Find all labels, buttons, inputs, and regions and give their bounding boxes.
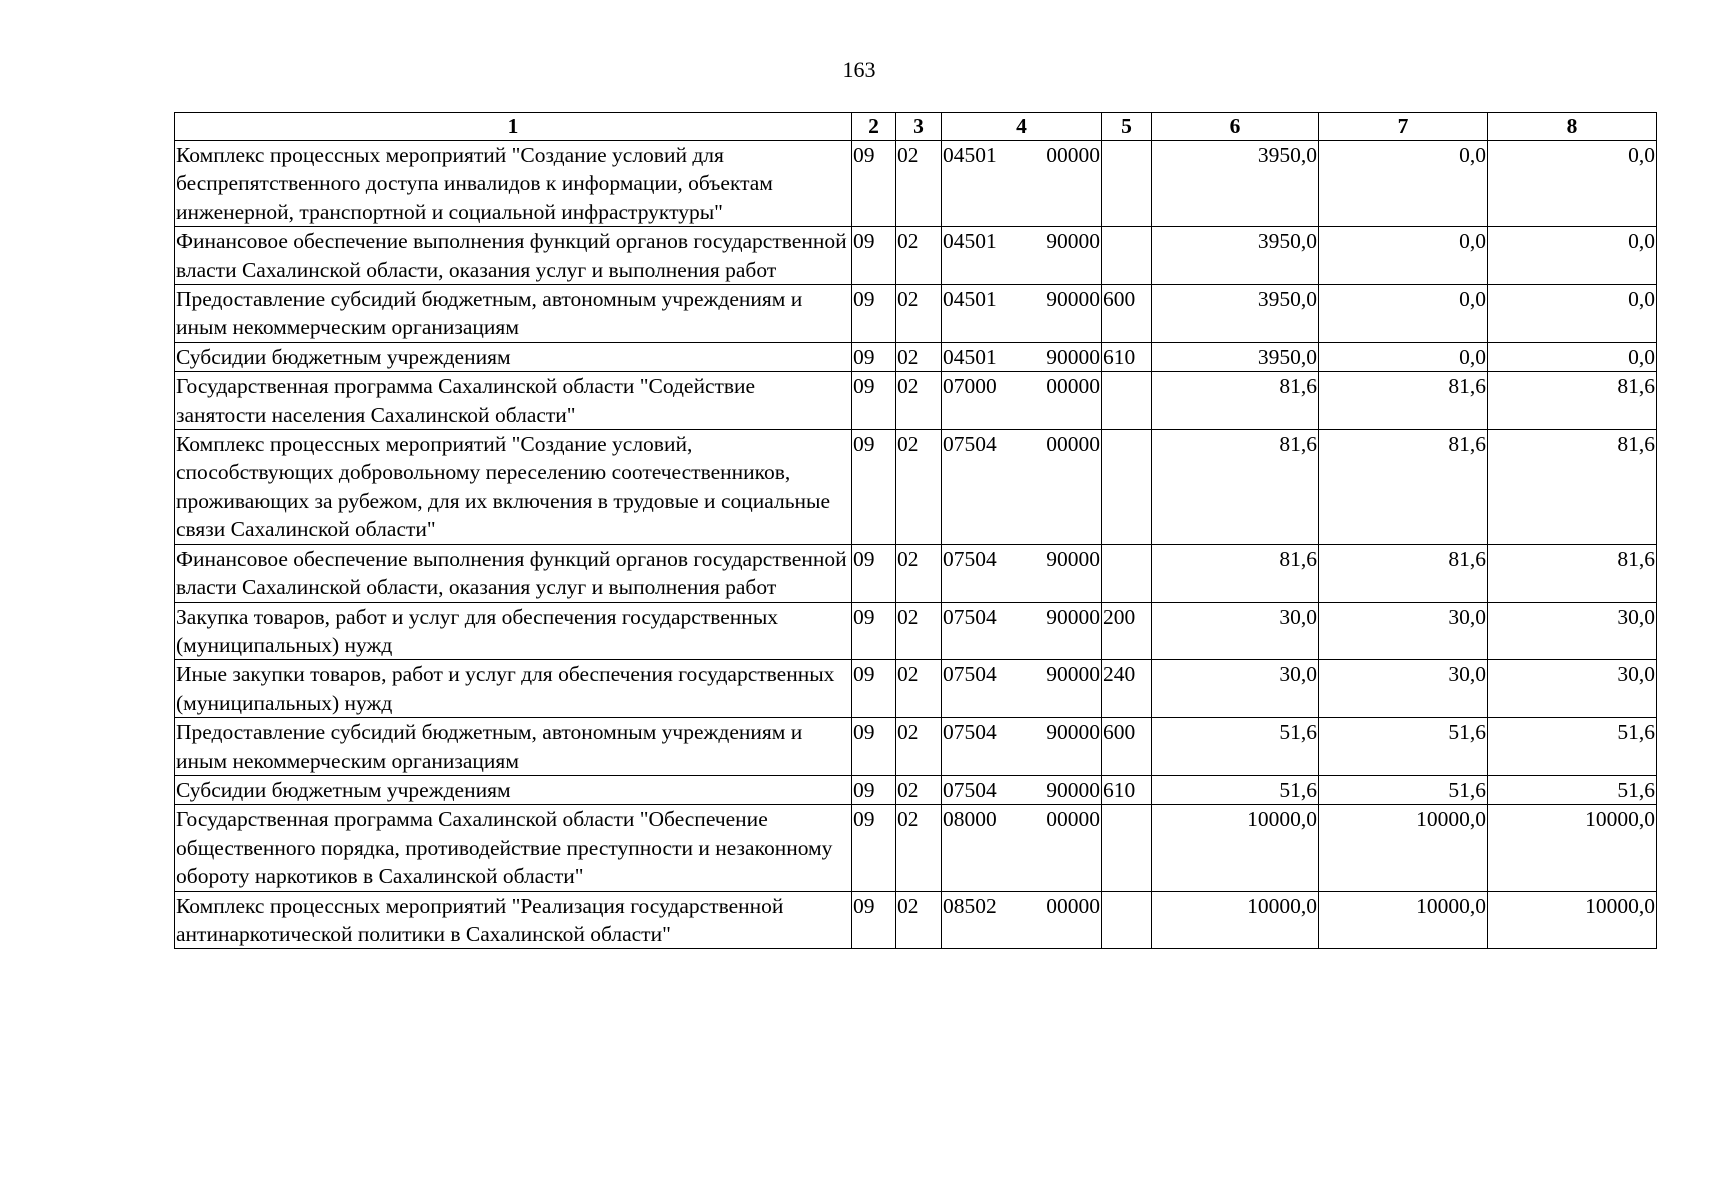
subsection-code-cell: 02 [896,430,942,545]
expense-type-code-cell [1102,430,1152,545]
table-row [175,430,1657,545]
expense-type-code-cell [1102,141,1152,227]
target-direction-code: 90000 [1046,604,1100,629]
target-direction-code: 90000 [1046,344,1100,369]
table-row [175,718,1657,776]
amount-col8-cell: 81,6 [1488,430,1657,545]
subsection-code-cell: 02 [896,342,942,371]
target-article-cell [942,544,1102,602]
subsection-code-cell: 02 [896,775,942,804]
target-article-cell [942,285,1102,343]
target-program-code: 07000 [943,374,997,399]
amount-col8-cell: 0,0 [1488,227,1657,285]
table-row [175,660,1657,718]
target-program-code: 07504 [943,777,997,802]
target-program-code: 07504 [943,720,997,745]
amount-col6-cell: 3950,0 [1152,285,1319,343]
column-header: 4 [942,113,1102,141]
subsection-code-cell: 02 [896,544,942,602]
target-program-code: 04501 [943,229,997,254]
target-direction-code: 90000 [1046,777,1100,802]
amount-col8-cell: 0,0 [1488,342,1657,371]
column-header: 5 [1102,113,1152,141]
amount-col7-cell: 0,0 [1319,285,1488,343]
item-name-cell: Государственная программа Сахалинской области "Обеспечение общественного порядка, противодействие преступности и незаконному обороту наркотиков в Сахалинской области" [175,805,852,891]
table-row [175,372,1657,430]
item-name-cell: Субсидии бюджетным учреждениям [175,342,852,371]
amount-col7-cell: 10000,0 [1319,805,1488,891]
section-code-cell: 09 [852,141,896,227]
amount-col7-cell: 30,0 [1319,602,1488,660]
amount-col6-cell: 10000,0 [1152,891,1319,949]
table-header-row [175,113,1657,141]
expense-type-code-cell [1102,544,1152,602]
subsection-code-cell: 02 [896,891,942,949]
amount-col7-cell: 81,6 [1319,430,1488,545]
expense-type-code-cell: 200 [1102,602,1152,660]
target-article-cell [942,775,1102,804]
target-program-code: 07504 [943,432,997,457]
section-code-cell: 09 [852,342,896,371]
amount-col7-cell: 10000,0 [1319,891,1488,949]
amount-col7-cell: 81,6 [1319,544,1488,602]
target-program-code: 07504 [943,604,997,629]
column-header: 8 [1488,113,1657,141]
table-row [175,141,1657,227]
target-article-cell [942,372,1102,430]
item-name-cell: Иные закупки товаров, работ и услуг для обеспечения государственных (муниципальных) нужд [175,660,852,718]
target-program-code: 04501 [943,143,997,167]
amount-col8-cell: 0,0 [1488,141,1657,227]
column-header: 6 [1152,113,1319,141]
amount-col7-cell: 0,0 [1319,227,1488,285]
section-code-cell: 09 [852,660,896,718]
table-row [175,775,1657,804]
amount-col7-cell: 0,0 [1319,342,1488,371]
subsection-code-cell: 02 [896,372,942,430]
target-article-cell [942,227,1102,285]
amount-col6-cell: 3950,0 [1152,227,1319,285]
amount-col6-cell: 81,6 [1152,372,1319,430]
column-header: 7 [1319,113,1488,141]
amount-col6-cell: 10000,0 [1152,805,1319,891]
amount-col8-cell: 51,6 [1488,718,1657,776]
amount-col8-cell: 10000,0 [1488,891,1657,949]
section-code-cell: 09 [852,227,896,285]
expense-type-code-cell [1102,372,1152,430]
target-direction-code: 00000 [1046,432,1100,457]
amount-col8-cell: 30,0 [1488,602,1657,660]
target-article-cell [942,718,1102,776]
target-article-cell [942,342,1102,371]
column-header: 2 [852,113,896,141]
amount-col6-cell: 30,0 [1152,660,1319,718]
item-name-cell: Комплекс процессных мероприятий "Реализация государственной антинаркотической политики в Сахалинской области" [175,891,852,949]
subsection-code-cell: 02 [896,718,942,776]
target-direction-code: 00000 [1046,893,1100,918]
section-code-cell: 09 [852,372,896,430]
target-direction-code: 90000 [1046,546,1100,571]
target-article-cell [942,805,1102,891]
section-code-cell: 09 [852,285,896,343]
target-direction-code: 90000 [1046,720,1100,745]
subsection-code-cell: 02 [896,602,942,660]
amount-col6-cell: 3950,0 [1152,342,1319,371]
expense-type-code-cell: 600 [1102,718,1152,776]
amount-col7-cell: 0,0 [1319,141,1488,227]
section-code-cell: 09 [852,602,896,660]
amount-col7-cell: 51,6 [1319,718,1488,776]
table-body [175,141,1657,949]
amount-col8-cell: 30,0 [1488,660,1657,718]
section-code-cell: 09 [852,775,896,804]
table-row [175,602,1657,660]
table-row [175,285,1657,343]
expense-type-code-cell: 600 [1102,285,1152,343]
amount-col8-cell: 81,6 [1488,544,1657,602]
item-name-cell: Субсидии бюджетным учреждениям [175,775,852,804]
section-code-cell: 09 [852,718,896,776]
column-header: 3 [896,113,942,141]
item-name-cell: Финансовое обеспечение выполнения функций органов государственной власти Сахалинской области, оказания услуг и выполнения работ [175,227,852,285]
table-row [175,342,1657,371]
amount-col8-cell: 81,6 [1488,372,1657,430]
expense-type-code-cell [1102,227,1152,285]
expense-type-code-cell [1102,891,1152,949]
amount-col7-cell: 81,6 [1319,372,1488,430]
amount-col6-cell: 81,6 [1152,544,1319,602]
target-direction-code: 00000 [1046,143,1100,167]
target-program-code: 08502 [943,893,997,918]
page-number: 163 [842,57,876,82]
target-direction-code: 90000 [1046,662,1100,687]
target-article-cell [942,660,1102,718]
item-name-cell: Комплекс процессных мероприятий "Создание условий, способствующих добровольному переселению соотечественников, проживающих за рубежом, для их включения в трудовые и социальные связи Сахалинской области" [175,430,852,545]
amount-col6-cell: 81,6 [1152,430,1319,545]
target-direction-code: 00000 [1046,374,1100,399]
expense-type-code-cell: 610 [1102,342,1152,371]
target-program-code: 08000 [943,807,997,832]
amount-col8-cell: 51,6 [1488,775,1657,804]
target-direction-code: 90000 [1046,287,1100,312]
item-name-cell: Государственная программа Сахалинской области "Содействие занятости населения Сахалинской области" [175,372,852,430]
section-code-cell: 09 [852,891,896,949]
amount-col6-cell: 3950,0 [1152,141,1319,227]
target-direction-code: 90000 [1046,229,1100,254]
amount-col7-cell: 51,6 [1319,775,1488,804]
target-program-code: 07504 [943,546,997,571]
table-row [175,544,1657,602]
amount-col6-cell: 30,0 [1152,602,1319,660]
subsection-code-cell: 02 [896,660,942,718]
subsection-code-cell: 02 [896,285,942,343]
item-name-cell: Предоставление субсидий бюджетным, автономным учреждениям и иным некоммерческим организациям [175,285,852,343]
target-program-code: 07504 [943,662,997,687]
section-code-cell: 09 [852,805,896,891]
target-program-code: 04501 [943,287,997,312]
amount-col8-cell: 0,0 [1488,285,1657,343]
item-name-cell: Комплекс процессных мероприятий "Создание условий для беспрепятственного доступа инвалидов к информации, объектам инженерной, транспортной и социальной инфраструктуры" [175,141,852,227]
section-code-cell: 09 [852,544,896,602]
expense-type-code-cell: 610 [1102,775,1152,804]
target-article-cell [942,430,1102,545]
table-row [175,891,1657,949]
expense-type-code-cell: 240 [1102,660,1152,718]
target-direction-code: 00000 [1046,807,1100,832]
amount-col6-cell: 51,6 [1152,775,1319,804]
target-article-cell [942,141,1102,227]
amount-col7-cell: 30,0 [1319,660,1488,718]
amount-col8-cell: 10000,0 [1488,805,1657,891]
target-program-code: 04501 [943,344,997,369]
amount-col6-cell: 51,6 [1152,718,1319,776]
column-header: 1 [175,113,852,141]
subsection-code-cell: 02 [896,227,942,285]
expense-type-code-cell [1102,805,1152,891]
subsection-code-cell: 02 [896,805,942,891]
target-article-cell [942,891,1102,949]
item-name-cell: Предоставление субсидий бюджетным, автономным учреждениям и иным некоммерческим организациям [175,718,852,776]
section-code-cell: 09 [852,430,896,545]
target-article-cell [942,602,1102,660]
subsection-code-cell: 02 [896,141,942,227]
item-name-cell: Закупка товаров, работ и услуг для обеспечения государственных (муниципальных) нужд [175,602,852,660]
budget-table [174,112,1657,949]
item-name-cell: Финансовое обеспечение выполнения функций органов государственной власти Сахалинской области, оказания услуг и выполнения работ [175,544,852,602]
table-row [175,805,1657,891]
table-row [175,227,1657,285]
